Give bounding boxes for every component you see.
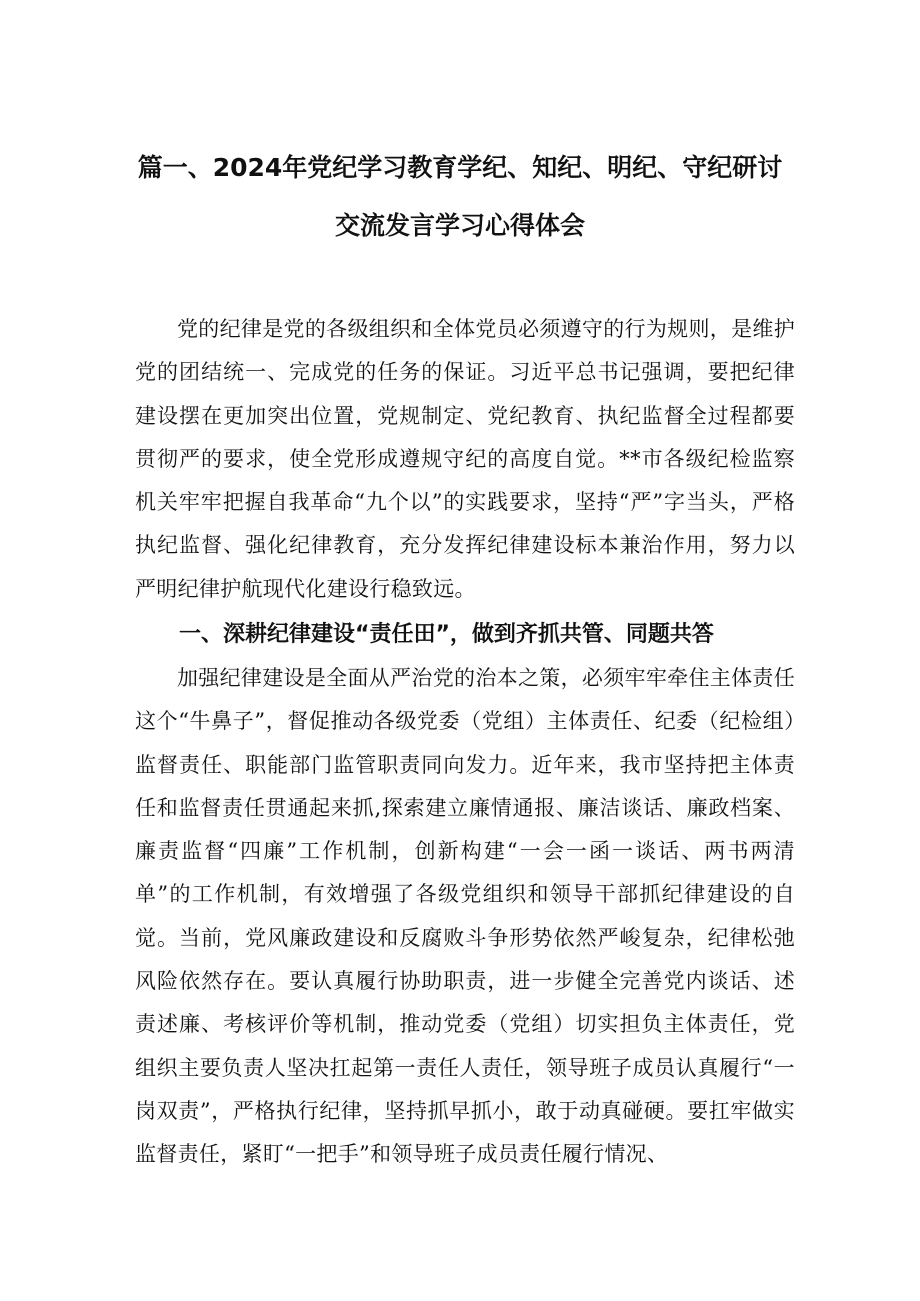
section-1-paragraph: 加强纪律建设是全面从严治党的治本之策，必须牢牢牵住主体责任这个“牛鼻子”，督促推动各级党委（党组）主体责任、纪委（纪检组）监督责任、职能部门监管职责同向发力。近年来，我市坚持把主体责任和监督责任贯通起来抓,探索建立廉情通报、廉洁谈话、廉政档案、廉责监督“四廉”工作机制，创新构建“一会一函一谈话、两书两清单”的工作机制，有效增强了各级党组织和领导干部抓纪律建设的自觉。当前，党风廉政建设和反腐败斗争形势依然严峻复杂，纪律松弛风险依然存在。要认真履行协助职责，进一步健全完善党内谈话、述责述廉、考核评价等机制，推动党委（党组）切实担负主体责任，党组织主要负责人坚决扛起第一责任人责任，领导班子成员认真履行“一岗双责”，严格执行纪律，坚持抓早抓小，敢于动真碰硬。要扛牢做实监督责任，紧盯“一把手”和领导班子成员责任履行情况、 — [135, 666, 795, 1167]
intro-paragraph: 党的纪律是党的各级组织和全体党员必须遵守的行为规则，是维护党的团结统一、完成党的任务的保证。习近平总书记强调，要把纪律建设摆在更加突出位置，党规制定、党纪教育、执纪监督全过程都要贯彻严的要求，使全党形成遵规守纪的高度自觉。**市各级纪检监察机关牢牢把握自我革命“九个以”的实践要求，坚持“严”字当头，严格执纪监督、强化纪律教育，充分发挥纪律建设标本兼治作用，努力以严明纪律护航现代化建设行稳致远。 — [135, 317, 795, 601]
section-heading-1: 一、深耕纪律建设“责任田”，做到齐抓共管、同题共答 — [179, 622, 714, 647]
document-title-line-1: 篇一、2024年党纪学习教育学纪、知纪、明纪、守纪研讨 — [137, 153, 783, 182]
document-title-line-2: 交流发言学习心得体会 — [334, 211, 585, 240]
